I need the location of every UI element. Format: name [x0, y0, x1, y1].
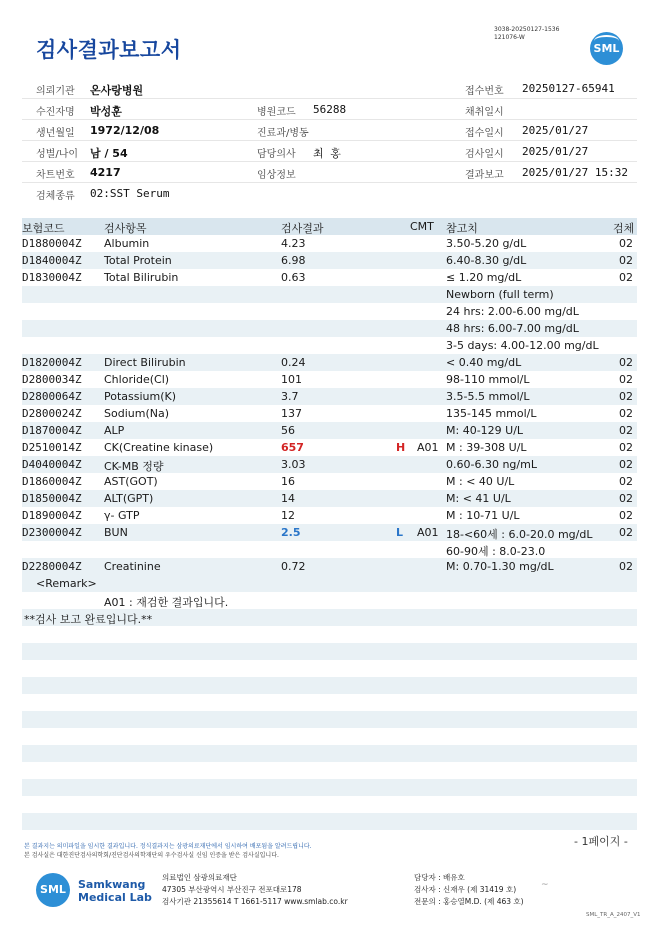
remark-text: A01 : 재검한 결과입니다.	[104, 596, 229, 609]
cell-item: Potassium(K)	[104, 390, 177, 403]
cell-specimen: 02	[619, 254, 633, 267]
cell-reference: M: 0.70-1.30 mg/dL	[446, 560, 554, 573]
cell-code: D4040004Z	[22, 458, 82, 471]
footer-staff	[414, 872, 524, 908]
page-title: 검사결과보고서	[36, 38, 182, 62]
cell-specimen: 02	[619, 560, 633, 573]
col-header-cmt: CMT	[410, 220, 434, 233]
specimen-type-value: 02:SST Serum	[90, 187, 170, 200]
empty-row	[22, 813, 637, 830]
cell-reference: 3-5 days: 4.00-12.00 mg/dL	[446, 339, 599, 352]
cell-result: 657	[281, 441, 304, 454]
cell-code: D2800034Z	[22, 373, 82, 386]
doctor-value: 최 홍	[313, 147, 341, 160]
cell-item: Total Protein	[104, 254, 172, 267]
cell-specimen: 02	[619, 475, 633, 488]
cell-item: Creatinine	[104, 560, 161, 573]
sex-age-value: 남 / 54	[90, 147, 128, 160]
cell-code: D1860004Z	[22, 475, 82, 488]
staff-line: 전문의 : 홍승열M.D. (제 463 호)	[414, 897, 524, 906]
cell-reference: ≤ 1.20 mg/dL	[446, 271, 522, 284]
institution-label: 의뢰기관	[36, 86, 75, 97]
cell-item: AST(GOT)	[104, 475, 158, 488]
info-row-5	[22, 162, 637, 183]
document-code	[494, 26, 559, 42]
cell-reference: M : < 40 U/L	[446, 475, 515, 488]
info-row-1	[22, 78, 637, 99]
remark-label-row	[22, 575, 637, 592]
footer-sml-logo: SML	[36, 873, 70, 907]
table-row	[22, 320, 637, 337]
cell-reference: 6.40-8.30 g/dL	[446, 254, 527, 267]
cell-item: Sodium(Na)	[104, 407, 169, 420]
cell-code: D2510014Z	[22, 441, 82, 454]
footer-note-1: 본 결과지는 의미파일을 임시한 결과입니다. 정식결과지는 삼광의료재단에서 임시하여 배포됨을 알려드립니다.	[24, 843, 312, 850]
table-header	[22, 218, 637, 235]
receipt-date-label: 접수일시	[465, 128, 504, 139]
cell-specimen: 02	[619, 441, 633, 454]
hospital-code-label: 병원코드	[257, 107, 296, 118]
cell-reference: M: < 41 U/L	[446, 492, 511, 505]
address-line: 의료법인 삼광의료재단	[162, 873, 237, 882]
empty-row	[22, 745, 637, 762]
info-row-4	[22, 141, 637, 162]
form-code: SML_TR_A_2407_V1	[586, 912, 641, 918]
receipt-no-label: 접수번호	[465, 86, 504, 97]
cell-code: D1850004Z	[22, 492, 82, 505]
cell-specimen: 02	[619, 458, 633, 471]
table-row	[22, 490, 637, 507]
cell-reference: Newborn (full term)	[446, 288, 554, 301]
specimen-type-label: 검체종류	[36, 191, 75, 202]
cell-result: 2.5	[281, 526, 301, 539]
cell-reference: 18-<60세 : 6.0-20.0 mg/dL	[446, 528, 593, 541]
table-row	[22, 558, 637, 575]
cell-code: D1840004Z	[22, 254, 82, 267]
birth-date-value: 1972/12/08	[90, 124, 160, 137]
footer-brand	[78, 878, 152, 904]
cell-reference: 48 hrs: 6.00-7.00 mg/dL	[446, 322, 579, 335]
cell-code: D1870004Z	[22, 424, 82, 437]
document-code-line-2: 121076-W	[494, 34, 525, 41]
cell-specimen: 02	[619, 373, 633, 386]
receipt-date-value: 2025/01/27	[522, 124, 589, 137]
cell-result: 101	[281, 373, 302, 386]
table-row	[22, 371, 637, 388]
receipt-no-value: 20250127-65941	[522, 82, 615, 95]
cell-cmt: A01	[417, 441, 439, 454]
table-row	[22, 303, 637, 320]
cell-specimen: 02	[619, 356, 633, 369]
department-label: 진료과/병동	[257, 128, 309, 139]
empty-row	[22, 694, 637, 711]
col-header-result: 검사결과	[281, 222, 324, 235]
table-row	[22, 269, 637, 286]
cell-specimen: 02	[619, 492, 633, 505]
cell-flag: L	[396, 526, 404, 539]
hospital-code-value: 56288	[313, 103, 347, 116]
table-row	[22, 388, 637, 405]
empty-row	[22, 779, 637, 796]
empty-row	[22, 677, 637, 694]
signature: ~	[541, 880, 549, 890]
table-row	[22, 507, 637, 524]
brand-line-1: Samkwang	[78, 878, 146, 891]
cell-result: 0.24	[281, 356, 306, 369]
cell-code: D2800024Z	[22, 407, 82, 420]
empty-rows	[22, 626, 637, 830]
table-row	[22, 337, 637, 354]
cell-specimen: 02	[619, 390, 633, 403]
cell-item: Direct Bilirubin	[104, 356, 186, 369]
clinical-info-label: 임상정보	[257, 170, 296, 181]
empty-row	[22, 643, 637, 660]
cell-code: D1880004Z	[22, 237, 82, 250]
table-body	[22, 235, 637, 575]
cell-item: BUN	[104, 526, 128, 539]
empty-row	[22, 626, 637, 643]
brand-line-2: Medical Lab	[78, 891, 152, 904]
cell-reference: 3.5-5.5 mmol/L	[446, 390, 530, 403]
staff-line: 검사자 : 신재우 (제 31419 호)	[414, 885, 517, 894]
col-header-specimen: 검체	[613, 222, 635, 235]
doctor-label: 담당의사	[257, 149, 296, 160]
institution-value: 온사랑병원	[90, 84, 144, 97]
table-row	[22, 524, 637, 541]
test-date-value: 2025/01/27	[522, 145, 589, 158]
table-row	[22, 405, 637, 422]
cell-flag: H	[396, 441, 406, 454]
address-line: 47305 부산광역시 부산진구 전포대로178	[162, 885, 302, 894]
cell-reference: 0.60-6.30 ng/mL	[446, 458, 537, 471]
cell-specimen: 02	[619, 526, 633, 539]
address-line: 검사기관 21355614 T 1661-5117 www.smlab.co.kr	[162, 897, 348, 906]
document-code-line-1: 3038-20250127-1536	[494, 26, 560, 33]
cell-result: 3.03	[281, 458, 306, 471]
cell-result: 56	[281, 424, 295, 437]
empty-row	[22, 711, 637, 728]
cell-reference: 24 hrs: 2.00-6.00 mg/dL	[446, 305, 579, 318]
cell-specimen: 02	[619, 271, 633, 284]
remark-text-row	[22, 592, 637, 609]
cell-item: ALP	[104, 424, 125, 437]
cell-result: 6.98	[281, 254, 306, 267]
cell-reference: < 0.40 mg/dL	[446, 356, 522, 369]
cell-reference: M: 40-129 U/L	[446, 424, 524, 437]
cell-reference: 60-90세 : 8.0-23.0	[446, 545, 546, 558]
cell-specimen: 02	[619, 509, 633, 522]
chart-no-value: 4217	[90, 166, 121, 179]
cell-result: 3.7	[281, 390, 299, 403]
page-number: - 1페이지 -	[574, 835, 628, 848]
patient-name-label: 수진자명	[36, 107, 75, 118]
table-row	[22, 456, 637, 473]
footer-address	[162, 872, 348, 908]
cell-reference: 135-145 mmol/L	[446, 407, 537, 420]
cell-reference: M : 39-308 U/L	[446, 441, 527, 454]
cell-specimen: 02	[619, 237, 633, 250]
table-row	[22, 286, 637, 303]
report-complete-row	[22, 609, 637, 626]
cell-result: 0.63	[281, 271, 306, 284]
col-header-reference: 참고치	[446, 222, 478, 235]
cell-item: Albumin	[104, 237, 150, 250]
cell-reference: M : 10-71 U/L	[446, 509, 520, 522]
collection-date-label: 채취일시	[465, 107, 504, 118]
info-row-2	[22, 99, 637, 120]
table-row	[22, 252, 637, 269]
empty-row	[22, 762, 637, 779]
cell-result: 4.23	[281, 237, 306, 250]
info-row-3	[22, 120, 637, 141]
cell-result: 12	[281, 509, 295, 522]
cell-item: γ- GTP	[104, 509, 140, 522]
footer-note-2: 본 검사실은 대한진단검사의학회/진단검사의학재단의 우수검사실 신임 인증을 받은 검사실입니다.	[24, 852, 279, 859]
empty-row	[22, 728, 637, 745]
cell-item: Chloride(Cl)	[104, 373, 170, 386]
report-date-label: 결과보고	[465, 170, 504, 181]
cell-result: 0.72	[281, 560, 306, 573]
cell-reference: 98-110 mmol/L	[446, 373, 530, 386]
cell-code: D2800064Z	[22, 390, 82, 403]
cell-specimen: 02	[619, 407, 633, 420]
table-row	[22, 541, 637, 558]
cell-item: CK(Creatine kinase)	[104, 441, 214, 454]
results-table	[22, 218, 637, 830]
table-row	[22, 235, 637, 252]
table-row	[22, 354, 637, 371]
cell-specimen: 02	[619, 424, 633, 437]
remark-label: <Remark>	[36, 577, 97, 590]
sml-logo	[590, 32, 623, 65]
col-header-item: 검사항목	[104, 222, 147, 235]
patient-name-value: 박성훈	[90, 105, 122, 118]
cell-reference: 3.50-5.20 g/dL	[446, 237, 527, 250]
sex-age-label: 성별/나이	[36, 149, 79, 160]
cell-code: D1830004Z	[22, 271, 82, 284]
cell-result: 16	[281, 475, 295, 488]
cell-result: 137	[281, 407, 302, 420]
cell-item: CK-MB 정량	[104, 460, 164, 473]
report-date-value: 2025/01/27 15:32	[522, 166, 628, 179]
table-row	[22, 439, 637, 456]
empty-row	[22, 796, 637, 813]
birth-date-label: 생년월일	[36, 128, 75, 139]
table-row	[22, 422, 637, 439]
cell-item: Total Bilirubin	[104, 271, 179, 284]
chart-no-label: 차트번호	[36, 170, 75, 181]
cell-code: D2280004Z	[22, 560, 82, 573]
table-row	[22, 473, 637, 490]
cell-code: D2300004Z	[22, 526, 82, 539]
cell-result: 14	[281, 492, 295, 505]
sml-logo-text: SML	[593, 42, 620, 55]
cell-item: ALT(GPT)	[104, 492, 154, 505]
patient-info	[22, 78, 637, 204]
empty-row	[22, 660, 637, 677]
staff-line: 담당자 : 배유호	[414, 873, 465, 882]
test-date-label: 검사일시	[465, 149, 504, 160]
info-row-6	[22, 183, 637, 204]
cell-code: D1890004Z	[22, 509, 82, 522]
cell-cmt: A01	[417, 526, 439, 539]
report-complete-text: **검사 보고 완료입니다.**	[24, 613, 153, 626]
cell-code: D1820004Z	[22, 356, 82, 369]
col-header-code: 보험코드	[22, 222, 65, 235]
